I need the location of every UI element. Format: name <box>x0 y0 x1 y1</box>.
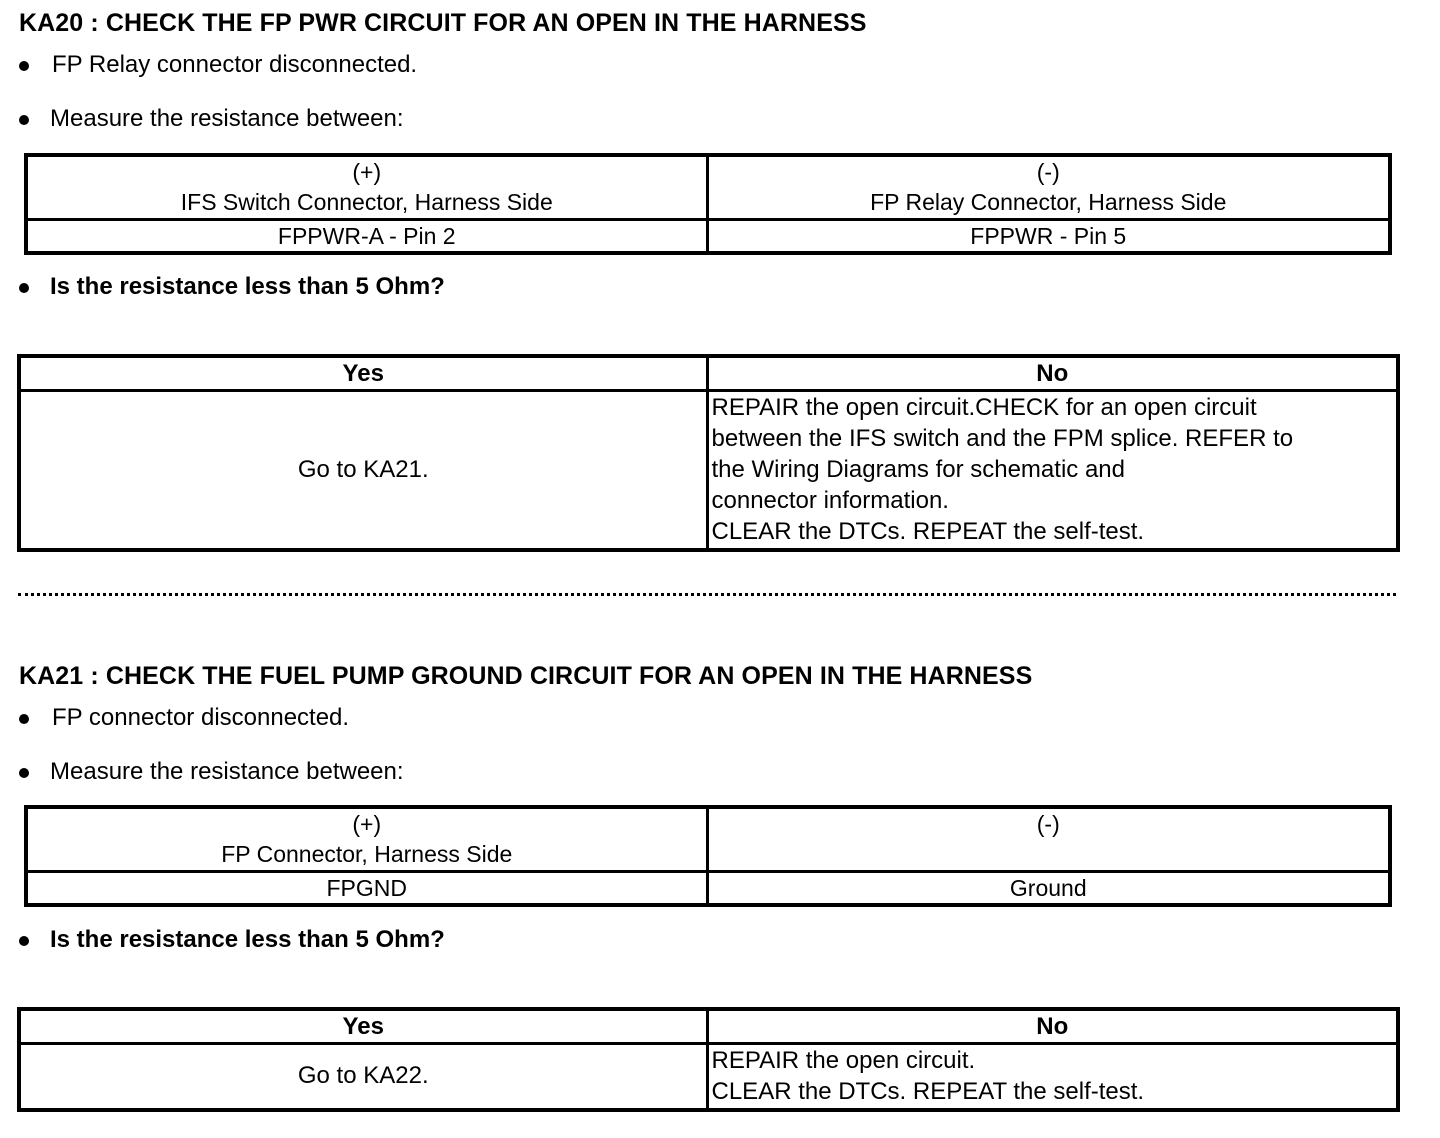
ka20-disconnect-step: FP Relay connector disconnected. <box>52 51 418 78</box>
ka21-measure-table <box>24 805 1392 907</box>
no-action <box>707 1044 1398 1110</box>
ka21-disconnect-step: FP connector disconnected. <box>52 704 350 731</box>
bullet-dot <box>19 283 29 293</box>
ka21-measure-step: Measure the resistance between: <box>50 758 404 785</box>
positive-location: FP Connector, Harness Side <box>221 841 513 867</box>
bullet-dot <box>19 768 29 778</box>
no-action-line: between the IFS switch and the FPM splice. REFER to <box>711 425 1294 452</box>
positive-symbol: (+) <box>352 159 382 185</box>
ka20-negative-cell <box>707 155 1390 219</box>
bullet-dot <box>19 61 29 71</box>
negative-pin: Ground <box>707 871 1390 905</box>
ka20-positive-cell <box>26 155 707 219</box>
yes-action: Go to KA21. <box>19 391 707 550</box>
ka21-negative-cell <box>707 807 1390 871</box>
bullet-dot <box>19 714 29 724</box>
ka21-question: Is the resistance less than 5 Ohm? <box>50 926 445 953</box>
ka20-title: KA20 : CHECK THE FP PWR CIRCUIT FOR AN OPEN IN THE HARNESS <box>19 9 867 37</box>
negative-symbol: (-) <box>1036 159 1060 185</box>
no-action <box>707 391 1398 550</box>
bullet-dot <box>19 115 29 125</box>
positive-location: IFS Switch Connector, Harness Side <box>180 189 553 215</box>
no-action-line: REPAIR the open circuit. <box>711 1047 976 1074</box>
section-divider <box>18 593 1396 596</box>
negative-location: FP Relay Connector, Harness Side <box>870 189 1227 215</box>
ka20-measure-table <box>24 153 1392 255</box>
no-header: No <box>707 356 1398 391</box>
ka20-result-table <box>17 354 1400 552</box>
positive-pin: FPPWR-A - Pin 2 <box>26 219 707 253</box>
bullet-dot <box>19 936 29 946</box>
negative-pin: FPPWR - Pin 5 <box>707 219 1390 253</box>
no-action-line: CLEAR the DTCs. REPEAT the self-test. <box>711 1078 1145 1105</box>
yes-action: Go to KA22. <box>19 1044 707 1110</box>
yes-header: Yes <box>19 356 707 391</box>
ka21-result-table <box>17 1007 1400 1112</box>
ka20-question: Is the resistance less than 5 Ohm? <box>50 273 445 300</box>
no-action-line: CLEAR the DTCs. REPEAT the self-test. <box>711 518 1145 545</box>
no-action-line: the Wiring Diagrams for schematic and <box>711 456 1125 483</box>
no-header: No <box>707 1009 1398 1044</box>
yes-header: Yes <box>19 1009 707 1044</box>
no-action-line: REPAIR the open circuit.CHECK for an open circuit <box>711 394 1257 421</box>
positive-symbol: (+) <box>352 811 382 837</box>
ka20-measure-step: Measure the resistance between: <box>50 105 404 132</box>
ka21-title: KA21 : CHECK THE FUEL PUMP GROUND CIRCUIT FOR AN OPEN IN THE HARNESS <box>19 662 1033 690</box>
no-action-line: connector information. <box>711 487 949 514</box>
ka21-positive-cell <box>26 807 707 871</box>
positive-pin: FPGND <box>26 871 707 905</box>
negative-symbol: (-) <box>1036 811 1060 837</box>
